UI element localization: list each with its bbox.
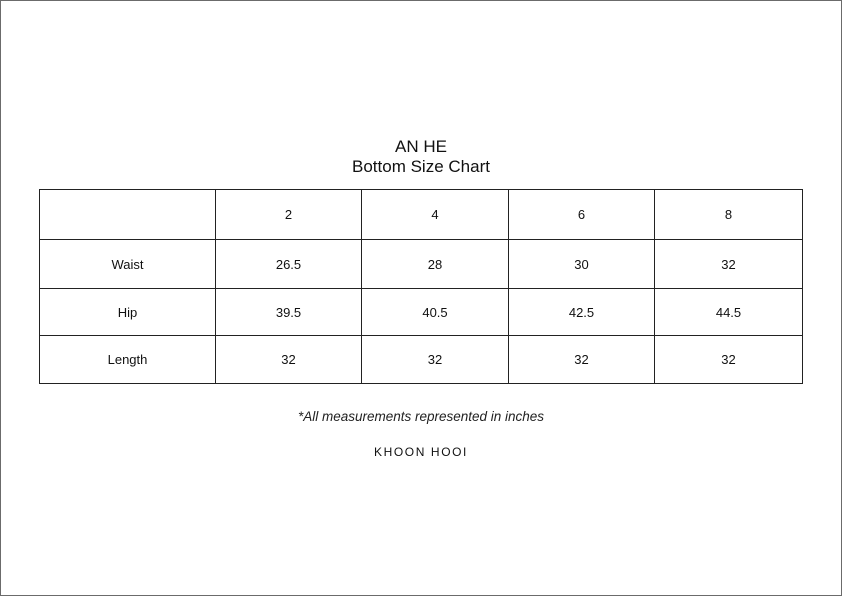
table-header-cell: 2 bbox=[216, 190, 362, 240]
table-row bbox=[40, 336, 803, 384]
table-cell: 32 bbox=[362, 336, 509, 384]
row-label: Waist bbox=[40, 240, 216, 289]
table-cell: 40.5 bbox=[362, 289, 509, 336]
chart-subtitle: Bottom Size Chart bbox=[352, 157, 490, 176]
table-header-row bbox=[40, 190, 803, 240]
table-cell: 44.5 bbox=[655, 289, 803, 336]
measurement-note: *All measurements represented in inches bbox=[297, 409, 545, 424]
brand-logo: KHOON HOOI bbox=[373, 445, 468, 459]
table-cell: 32 bbox=[216, 336, 362, 384]
chart-title: AN HE bbox=[395, 137, 447, 156]
table-cell: 32 bbox=[655, 240, 803, 289]
row-label: Hip bbox=[40, 289, 216, 336]
row-label: Length bbox=[40, 336, 216, 384]
table-header-cell: 8 bbox=[655, 190, 803, 240]
table-row bbox=[40, 289, 803, 336]
table-cell: 26.5 bbox=[216, 240, 362, 289]
table-header-cell: 6 bbox=[509, 190, 655, 240]
table-cell: 39.5 bbox=[216, 289, 362, 336]
table-header-cell bbox=[40, 190, 216, 240]
table-cell: 28 bbox=[362, 240, 509, 289]
size-chart-table bbox=[39, 189, 803, 384]
table-cell: 32 bbox=[655, 336, 803, 384]
table-cell: 30 bbox=[509, 240, 655, 289]
table-cell: 32 bbox=[509, 336, 655, 384]
table-cell: 42.5 bbox=[509, 289, 655, 336]
table-row bbox=[40, 240, 803, 289]
table-header-cell: 4 bbox=[362, 190, 509, 240]
